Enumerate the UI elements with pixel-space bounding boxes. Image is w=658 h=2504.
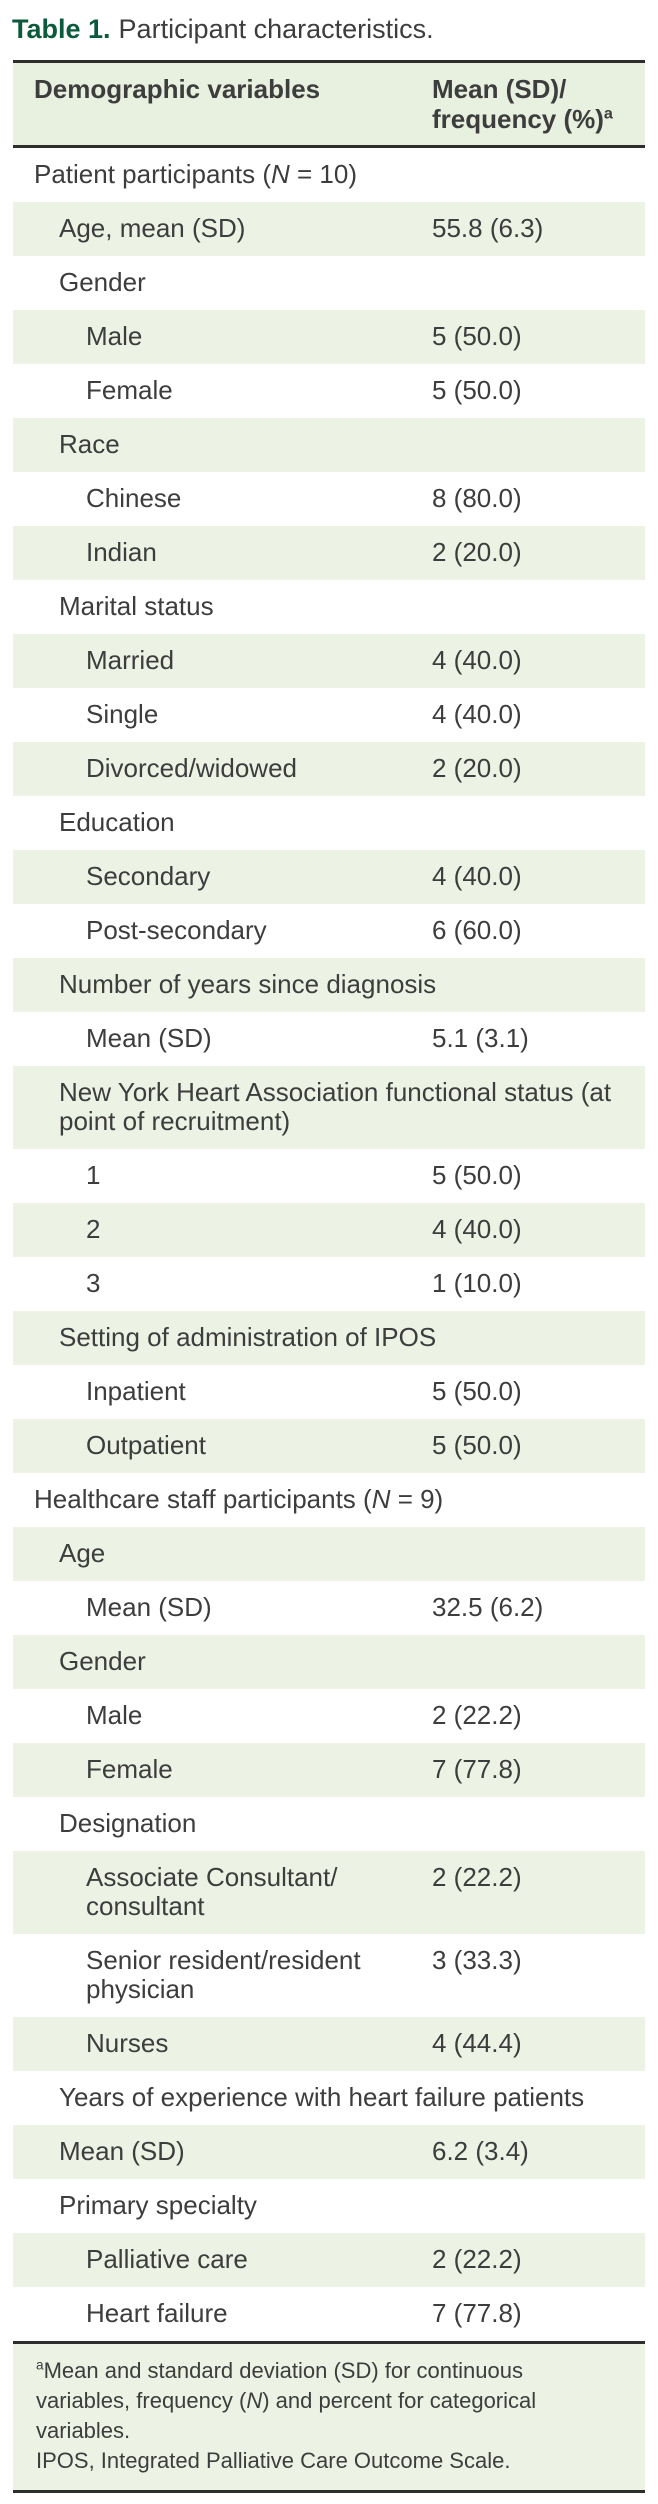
row-label: Divorced/widowed <box>86 753 297 783</box>
table-row <box>13 1473 645 1527</box>
row-label: Heart failure <box>86 2298 228 2328</box>
row-label: Age <box>59 1538 106 1568</box>
table-row <box>13 1934 645 2017</box>
table-row <box>13 1066 645 1149</box>
table-row <box>13 1743 645 1797</box>
table-row <box>13 526 645 580</box>
table-row <box>13 2125 645 2179</box>
row-value: 6.2 (3.4) <box>432 2136 529 2166</box>
row-label: Associate Consultant/ consultant <box>86 1862 338 1921</box>
table-footnote <box>13 2341 645 2490</box>
row-label: Senior resident/resident physician <box>86 1945 361 2004</box>
row-label: Chinese <box>86 483 182 513</box>
row-value: 8 (80.0) <box>432 483 522 513</box>
row-label: New York Heart Association functional status (at point of recruitment) <box>59 1077 612 1136</box>
table-row <box>13 688 645 742</box>
row-label: Mean (SD) <box>86 1592 212 1622</box>
row-label: Female <box>86 1754 173 1784</box>
header-col-demographic: Demographic variables <box>34 74 321 104</box>
table-row <box>13 958 645 1012</box>
table-row <box>13 1257 645 1311</box>
row-label: Education <box>59 807 175 837</box>
table-caption <box>0 0 658 60</box>
table-row <box>13 1203 645 1257</box>
table-row <box>13 1581 645 1635</box>
table-row <box>13 1311 645 1365</box>
table-row <box>13 256 645 310</box>
table-header <box>13 63 645 148</box>
row-label: Married <box>86 645 175 675</box>
row-label: Single <box>86 699 159 729</box>
row-label: Post-secondary <box>86 915 267 945</box>
row-value: 5 (50.0) <box>432 321 522 351</box>
row-label: 2 <box>86 1214 101 1244</box>
table-row <box>13 1635 645 1689</box>
table-row <box>13 1797 645 1851</box>
row-value: 6 (60.0) <box>432 915 522 945</box>
row-value: 5 (50.0) <box>432 1160 522 1190</box>
row-label: Male <box>86 321 143 351</box>
row-label: Nurses <box>86 2028 169 2058</box>
table-row <box>13 2017 645 2071</box>
table-row <box>13 634 645 688</box>
row-value: 1 (10.0) <box>432 1268 522 1298</box>
row-label: Healthcare staff participants (N = 9) <box>34 1484 444 1514</box>
table-row <box>13 2287 645 2341</box>
row-value: 2 (20.0) <box>432 537 522 567</box>
row-value: 5.1 (3.1) <box>432 1023 529 1053</box>
row-label: Palliative care <box>86 2244 248 2274</box>
row-value: 7 (77.8) <box>432 2298 522 2328</box>
table-row <box>13 2071 645 2125</box>
row-value: 55.8 (6.3) <box>432 213 544 243</box>
table-row <box>13 202 645 256</box>
table-row <box>13 742 645 796</box>
row-label: Outpatient <box>86 1430 206 1460</box>
row-label: Number of years since diagnosis <box>59 969 437 999</box>
row-label: 1 <box>86 1160 101 1190</box>
table-row <box>13 1419 645 1473</box>
table-row <box>13 1149 645 1203</box>
characteristics-table <box>13 60 645 2493</box>
row-label: Years of experience with heart failure patients <box>59 2082 585 2112</box>
table-row <box>13 310 645 364</box>
table-row <box>13 904 645 958</box>
row-label: Mean (SD) <box>86 1023 212 1053</box>
row-label: Gender <box>59 1646 146 1676</box>
row-label: Gender <box>59 267 146 297</box>
row-value: 2 (22.2) <box>432 1700 522 1730</box>
row-value: 4 (40.0) <box>432 699 522 729</box>
row-value: 7 (77.8) <box>432 1754 522 1784</box>
row-value: 32.5 (6.2) <box>432 1592 544 1622</box>
caption-label: Table 1. <box>12 14 111 44</box>
row-label: Marital status <box>59 591 214 621</box>
row-value: 4 (40.0) <box>432 1214 522 1244</box>
row-label: Male <box>86 1700 143 1730</box>
caption-text: Participant characteristics. <box>118 14 434 44</box>
table-row <box>13 580 645 634</box>
row-value: 4 (44.4) <box>432 2028 522 2058</box>
table-row <box>13 364 645 418</box>
row-value: 4 (40.0) <box>432 645 522 675</box>
table-row <box>13 850 645 904</box>
row-value: 5 (50.0) <box>432 1430 522 1460</box>
table-row <box>13 418 645 472</box>
footnote-line: IPOS, Integrated Palliative Care Outcome Scale. <box>36 2448 511 2473</box>
table-row <box>13 1012 645 1066</box>
table-row <box>13 1365 645 1419</box>
row-value: 2 (22.2) <box>432 2244 522 2274</box>
row-value: 4 (40.0) <box>432 861 522 891</box>
row-label: Setting of administration of IPOS <box>59 1322 437 1352</box>
row-value: 5 (50.0) <box>432 375 522 405</box>
row-label: Female <box>86 375 173 405</box>
footnote-line: $^a$Mean and standard deviation (SD) for continuous variables, frequency (N) and percent for categorical variables. <box>36 2357 537 2443</box>
table-body <box>13 148 645 2341</box>
row-label: Designation <box>59 1808 197 1838</box>
table-row <box>13 1527 645 1581</box>
row-label: Indian <box>86 537 157 567</box>
table-row <box>13 1689 645 1743</box>
table-row <box>13 2179 645 2233</box>
table-row <box>13 472 645 526</box>
row-value: 5 (50.0) <box>432 1376 522 1406</box>
table-row <box>13 148 645 202</box>
row-label: Race <box>59 429 120 459</box>
row-value: 2 (22.2) <box>432 1862 522 1892</box>
row-label: Age, mean (SD) <box>59 213 246 243</box>
row-label: Primary specialty <box>59 2190 257 2220</box>
row-label: Mean (SD) <box>59 2136 185 2166</box>
row-value: 2 (20.0) <box>432 753 522 783</box>
table-row <box>13 796 645 850</box>
header-col-mean-frequency: Mean (SD)/ frequency (%)$^a$ <box>432 74 613 134</box>
row-label: Secondary <box>86 861 211 891</box>
row-value: 3 (33.3) <box>432 1945 522 1975</box>
row-label: Inpatient <box>86 1376 186 1406</box>
table-row <box>13 2233 645 2287</box>
table-row <box>13 1851 645 1934</box>
row-label: Patient participants (N = 10) <box>34 159 358 189</box>
row-label: 3 <box>86 1268 101 1298</box>
